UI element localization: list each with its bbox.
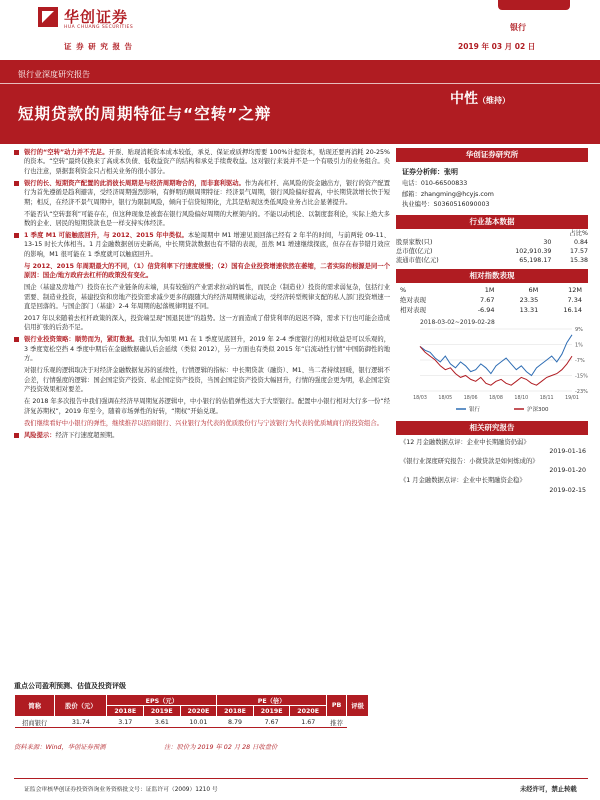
- perf-cell: 23.35: [519, 295, 539, 304]
- basics-label: 流通市值(亿元): [396, 256, 439, 264]
- paragraph-11: 我们继续看好中小银行的弹性，继续推荐以招商银行、兴业银行为代表的优质股份行与宁波银行为代表的优质城商行的投资组合。: [24, 419, 383, 427]
- text: 本轮周期中 M1 增速见顶回落已经有 2 年半的时间，与前两轮 09-11、13-15 时长大体相当。1 月金融数据创历史新高，中长期贷款数据也有不错的表现，虽然 M1 增速继续探底，但存在春节错月效应的影响，M1 很可能在 1 季度就可以触底回升。: [24, 232, 390, 258]
- perf-cell: 7.34: [567, 295, 582, 304]
- paragraph-4: [14, 231, 390, 259]
- report-header: [0, 0, 600, 60]
- table-row: [396, 247, 588, 256]
- analyst-name: 证券分析师：张明: [402, 168, 458, 176]
- rating-note: （维持）: [478, 96, 510, 105]
- chart-title: 2018-03-02~2019-02-28: [420, 318, 495, 326]
- table-row: [396, 238, 588, 247]
- basics-pct: 0.84: [573, 238, 588, 246]
- paragraph-8: [14, 335, 390, 363]
- source-line: [14, 742, 390, 751]
- x-tick-label: 18/03: [413, 395, 427, 401]
- related-report-title[interactable]: 《银行业深度研究报告：小微贷款是如何炼成的》: [400, 458, 539, 466]
- analyst-phone: 电话：010-66500833: [402, 180, 468, 188]
- paragraph-6: 国企（基建及房地产）投资在长产业链条的末端，具有较强的产业需求拉动的属性，而民企（制造业）投资的需求弱复杂，包括行业需要、制造业投资，基建投资和房地产投资需求减少更多的跟随大的经济周期规律运动，受经济转型规律支配的私人部门投资增速一直是回落的。与国企部门（基建）2-4 年周期的起落规律明显不同。: [24, 284, 390, 311]
- institute-header: 华创证券研究所: [396, 148, 588, 162]
- analyst-email: 邮箱：zhangming@hcyjs.com: [402, 190, 494, 198]
- perf-col: 12M: [568, 285, 582, 294]
- footer-license: 证监会审核华创证券投资咨询业务资格批文号：证监许可（2009）1210 号: [24, 787, 218, 793]
- report-type: 证 券 研 究 报 告: [64, 42, 134, 51]
- text: 经济下行速度超预期。: [55, 431, 119, 439]
- y-tick-label: -7%: [575, 357, 585, 364]
- x-tick-label: 18/10: [514, 395, 529, 401]
- sector-label: 银行: [510, 23, 526, 32]
- basics-label: 总市值(亿元): [396, 247, 433, 255]
- x-tick-label: 18/05: [438, 395, 453, 401]
- col-header: 评级: [347, 695, 369, 717]
- table-row: [396, 285, 588, 295]
- table-row: [396, 295, 588, 305]
- table-header-row: [15, 695, 369, 706]
- brand-name: 华创证券: [64, 8, 129, 26]
- paragraph-7: 2017 年以来随着去杠杆政策的深入，投资端呈现“国退民进”的趋势。这一方面造成了借贷利率的迟迟不降，需求下行也可能会造成信用扩张的后劲不足。: [24, 315, 390, 332]
- perf-table: [396, 285, 588, 315]
- cell: 招商银行: [15, 717, 55, 728]
- perf-cell: 16.14: [563, 305, 582, 314]
- text: 开票、贴现消耗资本成本较低，承兑、保证或质押均需要 100%计提资本，贴现还要再消耗 20-25%的资本。“空转”最终仅换来了高成本负债、低收益资产的结构和承兑手续费收益。这对银行来说并不是一个有吸引力的业务组合。央行也注意，票据套利资金只占相关业务的很小部分。: [24, 149, 390, 175]
- basics-label: 股票家数(只): [396, 238, 433, 246]
- x-tick-label: 18/08: [489, 395, 503, 401]
- paragraph-2: [14, 179, 390, 207]
- col-header: 2019E: [253, 706, 290, 717]
- basics-value: 65,198.17: [519, 256, 552, 264]
- table-row: [396, 229, 588, 238]
- col-header: 2020E: [180, 706, 217, 717]
- estimates-title: 重点公司盈利预测、估值及投资评级: [14, 682, 126, 690]
- hcs-logo-icon: [38, 7, 58, 27]
- lead: 与 2012、2015 年周期最大的不同，（1）信贷利率下行速度缓慢；（2）国有企业投资增速依然在萎缩，二者实际的根源是同一个原因：国企/地方政府去杠杆的政策没有变化。: [24, 262, 390, 280]
- perf-cell: 13.31: [519, 305, 539, 314]
- related-report-date: 2019-02-15: [549, 486, 586, 494]
- x-tick-label: 18/11: [539, 395, 554, 401]
- perf-cell: -6.94: [477, 305, 495, 314]
- cell: 推荐: [327, 717, 347, 728]
- table-row: [396, 256, 588, 265]
- lead: 银行业投资策略：顺势而为，紧盯数据。: [24, 336, 139, 344]
- series-line: [420, 334, 572, 375]
- basics-value: 30: [543, 238, 552, 246]
- brand-name-en: HUA CHUANG SECURITIES: [64, 25, 134, 30]
- report-category: 银行业深度研究报告: [18, 70, 90, 79]
- footer-tagline: 未经许可，禁止转载: [520, 786, 577, 793]
- related-report-date: 2019-01-16: [549, 448, 586, 456]
- title-banner: [0, 60, 600, 144]
- perf-label: 相对表现: [400, 305, 426, 314]
- table-row: [15, 717, 369, 728]
- related-report-date: 2019-01-20: [549, 467, 586, 475]
- analyst-license: 执业编号：S0360516090003: [402, 201, 490, 209]
- basics-pct: 15.38: [569, 256, 588, 264]
- lead: 银行的“空转”动力并不充足。: [24, 149, 109, 156]
- performance-line-chart: [396, 315, 588, 421]
- x-tick-label: 18/06: [463, 395, 478, 401]
- y-tick-label: 1%: [575, 342, 583, 349]
- sidebar: [396, 148, 588, 496]
- report-title: 短期贷款的周期特征与“空转”之辩: [18, 105, 272, 123]
- col-header: 简称: [15, 695, 55, 717]
- col-header: 2018E: [217, 706, 254, 717]
- related-header: 相关研究报告: [396, 421, 588, 435]
- basics-header: 行业基本数据: [396, 215, 588, 229]
- cell: 1.67: [290, 717, 327, 728]
- lead: 风险提示：: [24, 431, 56, 439]
- legend-label: 银行: [469, 406, 481, 413]
- col-header: 股价（元）: [55, 695, 107, 717]
- estimates-table: [14, 694, 369, 728]
- cell: 8.79: [217, 717, 254, 728]
- perf-col: %: [400, 285, 407, 294]
- perf-col: 1M: [484, 285, 495, 294]
- paragraph-12: [14, 431, 390, 440]
- footer-divider: [14, 778, 588, 779]
- cell: 7.67: [253, 717, 290, 728]
- cell: 3.61: [144, 717, 181, 728]
- x-tick-label: 19/01: [565, 395, 579, 401]
- lead: 1 季度 M1 可能触底回升，与 2012、2015 年中类似。: [24, 232, 188, 240]
- perf-label: 绝对表现: [400, 295, 426, 304]
- col-header: 2018E: [107, 706, 144, 717]
- col-header: PB: [327, 695, 347, 717]
- paragraph-5: [14, 262, 390, 281]
- table-row: [396, 305, 588, 315]
- cell: 3.17: [107, 717, 144, 728]
- group-header-eps: EPS（元）: [107, 695, 217, 706]
- report-date: 2019 年 03 月 02 日: [458, 42, 536, 51]
- col-header: 2019E: [144, 706, 181, 717]
- related-report-title[interactable]: 《12 月金融数据点评：企业中长期融资仍弱》: [400, 438, 530, 446]
- basics-table: [396, 229, 588, 265]
- perf-header: 相对指数表现: [396, 269, 588, 283]
- text: 我们认为如果 M1 在 1 季度见底回升，2019 年 2-4 季度银行的相对收益是可以乐观的，3 季度宽松空挡 4 季度中期后在金融数据确认后会延续（类似 2012），另一方面也有类似 2015 年“启流动性行情”中国防御性的地方。: [24, 336, 390, 363]
- basics-col-pct: 占比%: [569, 229, 588, 237]
- perf-cell: 7.67: [480, 295, 495, 304]
- perf-col: 6M: [528, 285, 539, 294]
- basics-pct: 17.57: [569, 247, 588, 255]
- cell: 31.74: [55, 717, 107, 728]
- banner-divider: [0, 83, 600, 84]
- paragraph-9: 对银行乐观的逻辑取决于对经济金融数据复苏的延续性，行情逻辑的指标：中长期贷款（融资）、M1、当二者持续回暖，银行逻辑不会差，行情强度的逻辑：国企国定资产投资、私企国定资产投资，当国企国定资产投资大幅回升，行情的强度会更为明，私企国定资产投资效果相对要差。: [24, 367, 390, 394]
- source-text: 资料来源：Wind，华创证券预测: [14, 744, 106, 751]
- paragraph-1: [14, 148, 390, 176]
- legend-label: 沪深300: [527, 406, 549, 413]
- text: 作为高杠杆、高风险的资金融出方，银行的资产配置行为首先遵循是趋利避害，受经济周期强烈影响，有鲜明的顺周期特征：经济景气周期，银行风险偏好提高，中长期贷款增长快于短期；相反，在经济不景气周期中，银行为限制风险，倾向于信贷短期化，尤其是贴现这类低风险业务占比会显著提升。: [24, 179, 391, 206]
- group-header-pe: PE（倍）: [217, 695, 327, 706]
- lead: 银行的长、短期资产配置的此消彼长周期是与经济周期吻合的，而非套利驱动。: [24, 179, 245, 187]
- rating-value: 中性: [450, 91, 478, 107]
- cell: 10.01: [180, 717, 217, 728]
- price-note: 注：股价为 2019 年 02 月 28 日收盘价: [164, 744, 278, 751]
- paragraph-10: 在 2018 年多次报告中我们强调在经济早周期复苏逻辑中，中小银行的估值弹性远大于大型银行。配置中小银行相对大行多一份“经济复苏期权”，2019 年至今，随着市场弹性的好转，“期权”开始兑现。: [24, 398, 390, 415]
- related-reports: [396, 435, 588, 495]
- relative-performance-chart: [396, 315, 588, 421]
- y-tick-label: -15%: [575, 373, 588, 380]
- paragraph-3: 不能否认“空转套利”可能存在，但这种现象是被套在银行风险偏好周期的大框架内的。不能以动机论、以制度套利论，实际上绝大多数的企业、居民的短期贷款也是一样支持实体经济。: [24, 210, 390, 228]
- y-tick-label: 9%: [575, 326, 583, 333]
- y-tick-label: -23%: [575, 388, 588, 395]
- report-body: [14, 148, 390, 443]
- col-header: 2020E: [290, 706, 327, 717]
- header-tab-decoration: [498, 0, 570, 10]
- related-report-title[interactable]: 《1 月金融数据点评：企业中长期融资企稳》: [400, 477, 526, 485]
- rating: [450, 88, 510, 108]
- basics-value: 102,910.39: [515, 247, 552, 255]
- analyst-info: [396, 162, 588, 215]
